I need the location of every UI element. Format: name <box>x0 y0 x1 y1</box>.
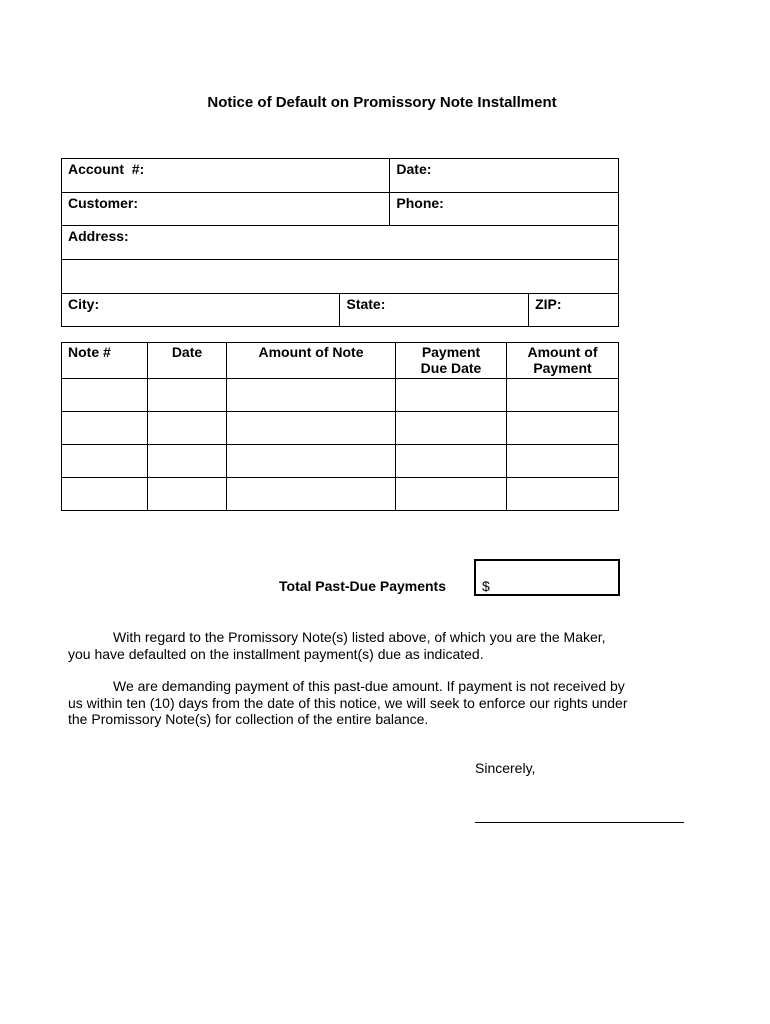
table-cell[interactable] <box>62 379 148 412</box>
table-row <box>62 478 619 511</box>
header-payment-due-date <box>396 343 507 379</box>
table-cell[interactable] <box>396 445 507 478</box>
table-cell[interactable] <box>148 478 227 511</box>
table-cell[interactable] <box>507 445 619 478</box>
table-cell[interactable] <box>507 478 619 511</box>
header-date: Date <box>148 343 227 379</box>
zip-cell[interactable] <box>529 294 619 327</box>
address-line-2-cell[interactable] <box>62 260 619 294</box>
address-cell[interactable] <box>62 226 619 260</box>
body-paragraph-1-text: With regard to the Promissory Note(s) listed above, of which you are the Maker, you have defaulted on the installment payment(s) due as indicated. <box>68 629 606 662</box>
table-cell[interactable] <box>396 379 507 412</box>
header-payment-due-date-line2: Due Date <box>420 360 482 376</box>
body-paragraph-2 <box>68 678 628 728</box>
state-label: State: <box>346 296 386 312</box>
date-label-text: Date: <box>396 161 432 177</box>
table-row <box>62 412 619 445</box>
account-label-text: Account #: <box>68 161 145 177</box>
notes-header-row <box>62 343 619 379</box>
header-amount-of-payment-line1: Amount of <box>527 344 598 360</box>
table-cell[interactable] <box>227 379 396 412</box>
table-cell[interactable] <box>227 412 396 445</box>
table-cell[interactable] <box>507 379 619 412</box>
body-paragraph-2-text: We are demanding payment of this past-due amount. If payment is not received by us within ten (10) days from the date of this notice, we will seek to enforce our rights under the Promissory Note(s) for collection of the entire balance. <box>68 678 628 727</box>
customer-cell[interactable] <box>62 193 390 226</box>
table-cell[interactable] <box>396 412 507 445</box>
address-label: Address: <box>68 228 129 244</box>
header-payment-due-date-line1: Payment <box>421 344 481 360</box>
table-cell[interactable] <box>148 412 227 445</box>
customer-label: Customer: <box>68 195 139 211</box>
state-cell[interactable] <box>340 294 529 327</box>
body-paragraph-1 <box>68 629 628 662</box>
notes-table <box>61 342 619 511</box>
city-cell[interactable] <box>62 294 340 327</box>
date-cell[interactable] <box>390 159 619 193</box>
table-cell[interactable] <box>148 379 227 412</box>
table-row <box>62 445 619 478</box>
total-past-due-input[interactable] <box>474 559 620 596</box>
document-title: Notice of Default on Promissory Note Installment <box>207 94 557 111</box>
closing-sincerely: Sincerely, <box>475 760 536 776</box>
table-cell[interactable] <box>62 412 148 445</box>
header-note-number: Note # <box>62 343 148 379</box>
phone-cell[interactable] <box>390 193 619 226</box>
table-cell[interactable] <box>62 478 148 511</box>
table-cell[interactable] <box>62 445 148 478</box>
signature-line[interactable] <box>475 822 684 823</box>
table-row <box>62 379 619 412</box>
table-cell[interactable] <box>396 478 507 511</box>
table-cell[interactable] <box>507 412 619 445</box>
table-cell[interactable] <box>148 445 227 478</box>
phone-label: Phone: <box>396 195 444 211</box>
total-currency-symbol: $ <box>482 578 490 594</box>
total-past-due-label: Total Past-Due Payments <box>279 578 447 594</box>
header-amount-of-payment <box>507 343 619 379</box>
account-cell[interactable] <box>62 159 390 193</box>
customer-info-grid <box>61 158 619 327</box>
header-amount-of-payment-line2: Payment <box>533 360 592 376</box>
table-cell[interactable] <box>227 478 396 511</box>
zip-label: ZIP: <box>535 296 562 312</box>
header-amount-of-note: Amount of Note <box>227 343 396 379</box>
table-cell[interactable] <box>227 445 396 478</box>
city-label: City: <box>68 296 100 312</box>
